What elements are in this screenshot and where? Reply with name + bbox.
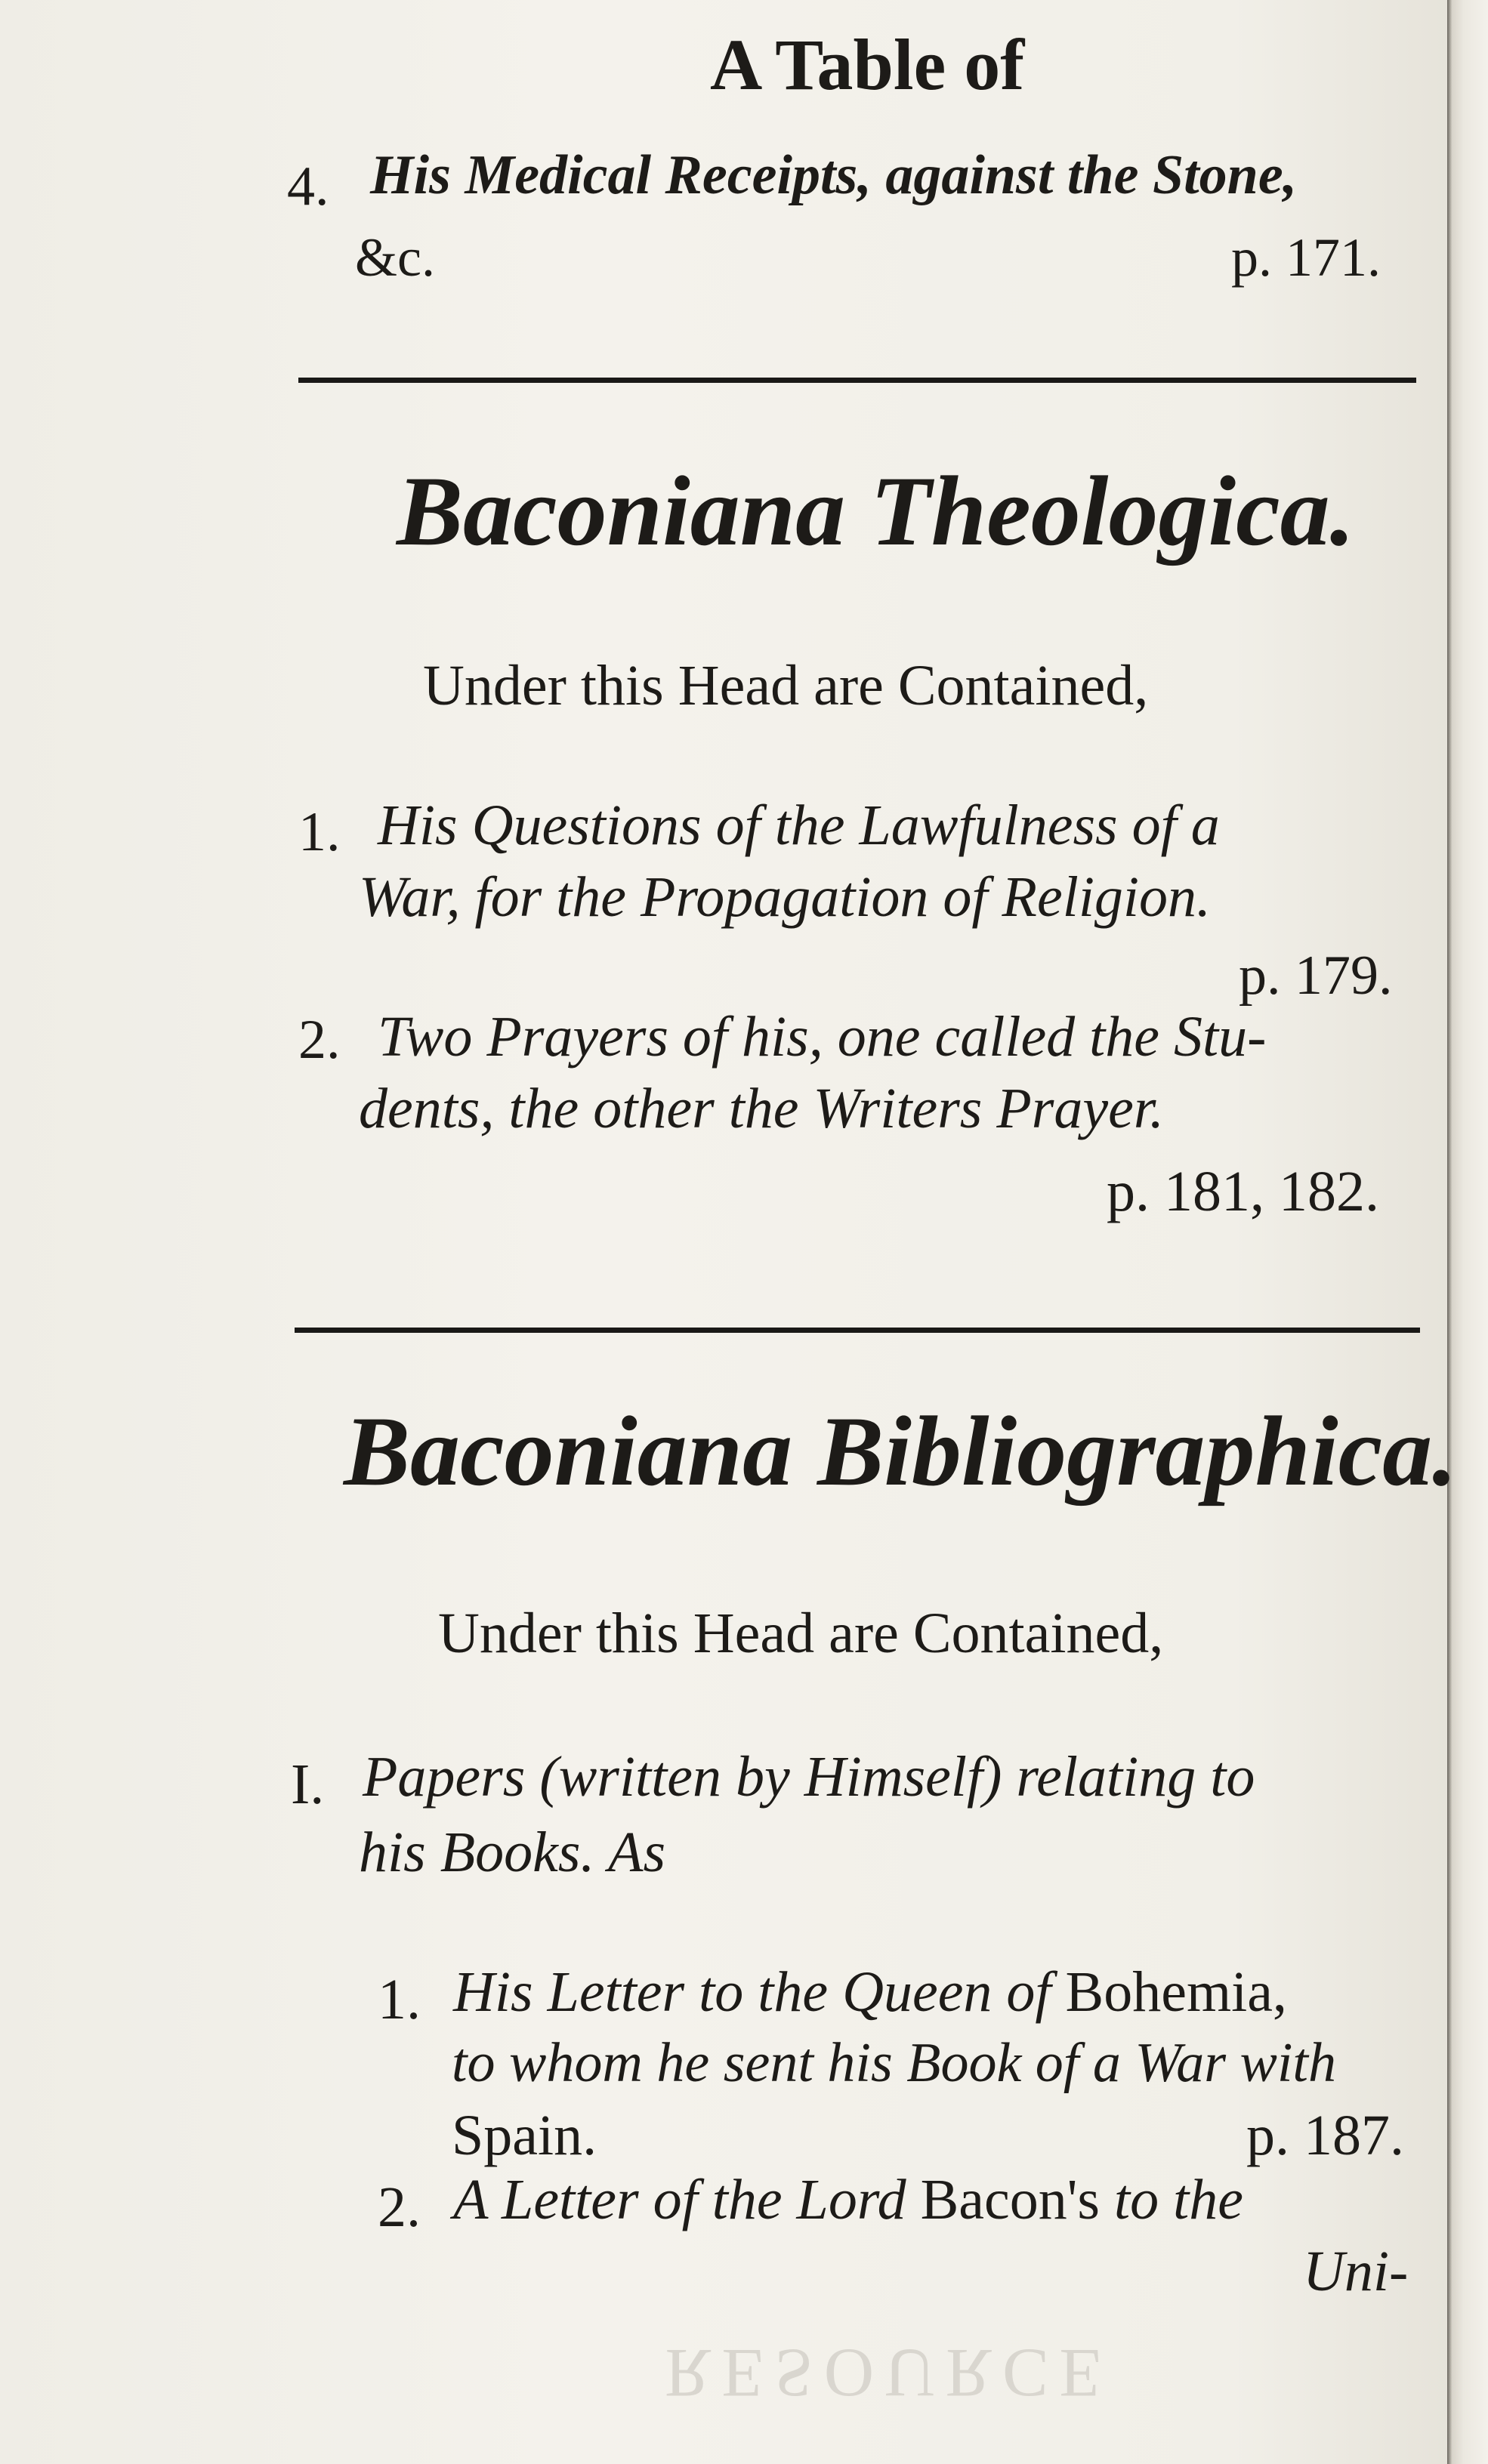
subitem-text: Spain. [452, 2104, 597, 2167]
subitem-text-roman: Bohemia, [1065, 1960, 1287, 2024]
catchword: Uni- [1303, 2240, 1409, 2303]
item-text: Two Prayers of his, one called the Stu- [378, 1005, 1267, 1069]
item-text: Papers (written by Himself) relating to [363, 1745, 1255, 1809]
item-number: 1. [298, 801, 341, 863]
item-text: War, for the Propagation of Religion. [359, 865, 1212, 929]
item-number: 2. [298, 1009, 341, 1071]
item-text: his Books. As [359, 1821, 666, 1884]
subitem-text-italic: A Letter of the Lord [453, 2168, 906, 2231]
entry-text: His Medical Receipts, against the Stone, [370, 144, 1298, 206]
subitem-page: p. 187. [1246, 2104, 1404, 2167]
section-subtitle: Under this Head are Contained, [438, 1602, 1164, 1665]
entry-text: &c. [355, 227, 435, 288]
subitem-text-roman: Bacon's [920, 2168, 1101, 2231]
show-through-text: RESOURCE [665, 2335, 1113, 2412]
running-head: A Table of [710, 24, 1025, 105]
item-text: dents, the other the Writers Prayer. [359, 1077, 1164, 1140]
subitem-text [453, 2167, 1243, 2233]
subitem-number: 1. [378, 1968, 421, 2031]
subitem-text: to whom he sent his Book of a War with [452, 2032, 1336, 2094]
section-rule [298, 378, 1416, 383]
page-gutter-edge [1447, 0, 1488, 2464]
item-page: p. 179. [1239, 945, 1393, 1007]
subitem-text-italic: to the [1114, 2168, 1243, 2231]
section-title: Baconiana Bibliographica. [344, 1395, 1458, 1506]
subitem-text [453, 1960, 1287, 2025]
item-number: I. [291, 1753, 325, 1816]
section-subtitle: Under this Head are Contained, [423, 654, 1149, 717]
entry-number: 4. [287, 156, 329, 217]
subitem-text-italic: His Letter to the Queen of [453, 1960, 1051, 2024]
entry-page: p. 171. [1231, 227, 1381, 288]
item-page: p. 181, 182. [1107, 1160, 1379, 1223]
section-title: Baconiana Theologica. [397, 455, 1355, 566]
section-rule [295, 1328, 1420, 1333]
subitem-number: 2. [378, 2176, 421, 2239]
item-text: His Questions of the Lawfulness of a [378, 794, 1220, 857]
